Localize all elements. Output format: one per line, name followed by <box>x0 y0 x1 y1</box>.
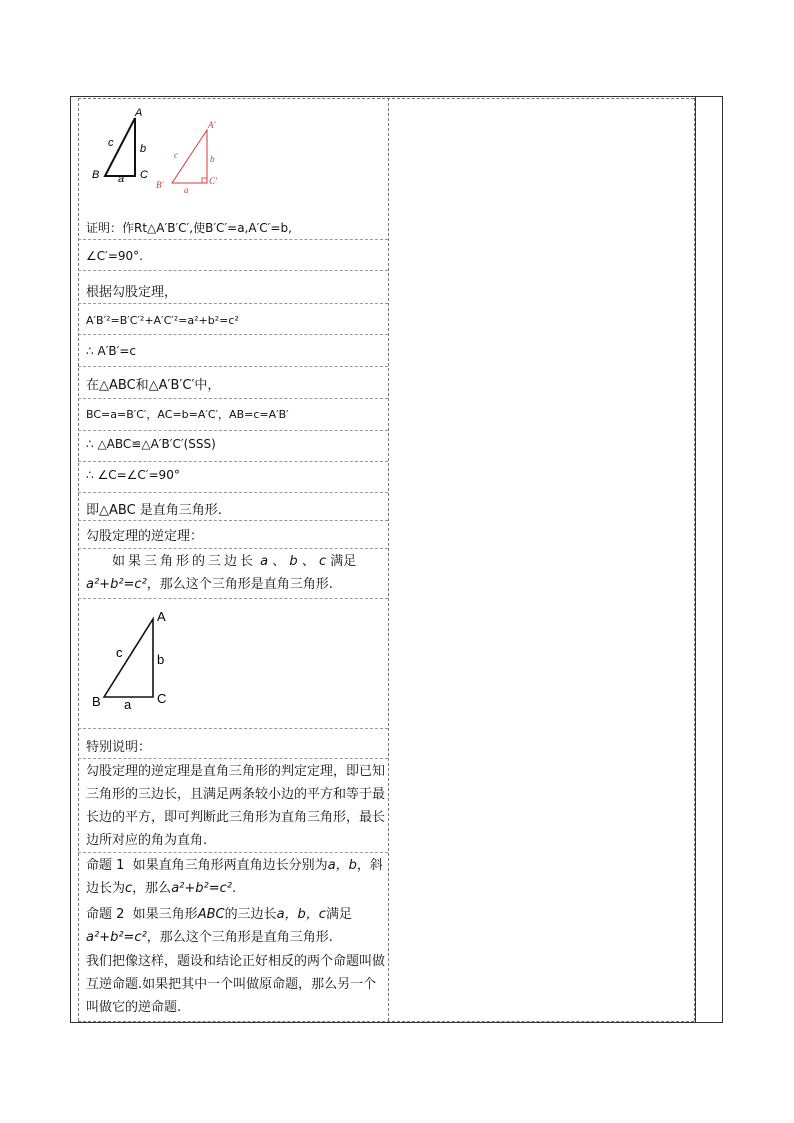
vertex-c-prime-label: C′ <box>209 176 217 186</box>
proposition-2-text-d: ，那么这个三角形是直角三角形. <box>146 930 333 945</box>
proof-line-5: ∴ A′B′=c <box>86 344 136 358</box>
side-b-label: b <box>157 652 165 667</box>
cell-border-bottom <box>78 1021 694 1022</box>
cell-border-right <box>694 98 695 1021</box>
proof-line-6: 在△ABC和△A′B′C′中， <box>86 378 221 393</box>
proof-line-2: ∠C′=90°. <box>86 249 143 263</box>
separator: 、 <box>301 554 315 569</box>
vertex-a-label: A <box>157 609 166 624</box>
triangle-abc-large-figure <box>88 605 198 715</box>
cell-border-middle <box>388 98 389 1021</box>
side-b-label: b <box>140 143 147 155</box>
separator: 、 <box>272 554 286 569</box>
proposition-2-formula: a²+b²=c² <box>86 930 147 945</box>
proof-line-1: 证明：作Rt△A′B′C′,使B′C′=a,A′C′=b, <box>86 221 292 235</box>
converse-text-a: 如果三角形的三边长 <box>112 554 257 569</box>
side-c-prime-label: c <box>174 150 178 160</box>
proposition-2-text-c: 满足 <box>325 907 352 922</box>
proof-line-4: A′B′²=B′C′²+A′C′²=a²+b²=c² <box>86 314 239 327</box>
side-a-label: a <box>124 697 132 712</box>
converse-statement <box>86 550 386 596</box>
proposition-1-label: 命题 1 <box>86 858 125 873</box>
proof-conclusion: 即△ABC 是直角三角形. <box>86 503 222 518</box>
proposition-2-text-b: 的三边长 <box>224 907 277 922</box>
proof-line-3: 根据勾股定理， <box>86 285 178 300</box>
converse-formula: a²+b²=c² <box>86 577 147 592</box>
summary-paragraph: 我们把像这样，题设和结论正好相反的两个命题叫做互逆命题.如果把其中一个叫做原命题，那么另一个叫做它的逆命题. <box>86 954 386 1015</box>
proposition-1-vars: a，b <box>327 858 357 873</box>
side-c-label: c <box>108 137 114 149</box>
var-c: c <box>318 554 327 569</box>
vertex-a-prime-label: A′ <box>208 120 216 130</box>
proposition-2-triangle-name: ABC <box>197 907 225 922</box>
converse-text-c: ，那么这个三角形是直角三角形. <box>146 577 333 592</box>
var-a: a <box>260 554 269 569</box>
vertex-b-label: B <box>92 169 100 181</box>
proposition-1-end: . <box>231 881 237 896</box>
proof-line-7: BC=a=B′C′，AC=b=A′C′，AB=c=A′B′ <box>86 408 289 421</box>
converse-text-b: 满足 <box>330 554 357 569</box>
triangle-prime-figure <box>152 118 232 198</box>
proof-line-9: ∴ ∠C=∠C′=90° <box>86 468 180 482</box>
proposition-2-text-a: 如果三角形 <box>132 907 198 922</box>
proposition-2-label: 命题 2 <box>86 907 125 922</box>
side-a-label: a <box>118 173 125 184</box>
note-body: 勾股定理的逆定理是直角三角形的判定定理，即已知三角形的三边长，且满足两条较小边的平方和等于最长边的平方，即可判断此三角形为直角三角形，最长边所对应的角为直角. <box>86 764 386 848</box>
side-a-prime-label: a <box>184 185 189 195</box>
proposition-2 <box>86 903 386 949</box>
converse-heading: 勾股定理的逆定理： <box>86 529 204 544</box>
proof-line-8: ∴ △ABC≌△A′B′C′(SSS) <box>86 437 216 451</box>
proposition-1-text-b: ，斜边长为 <box>86 858 383 896</box>
proposition-1-var-c: c <box>125 881 133 896</box>
proposition-1-formula: a²+b²=c² <box>171 881 232 896</box>
vertex-a-label: A <box>135 107 143 119</box>
vertex-c-label: C <box>157 691 167 706</box>
table-column-divider <box>695 96 696 1023</box>
side-c-label: c <box>116 645 123 660</box>
proposition-1-text-a: 如果直角三角形两直角边长分别为 <box>132 858 328 873</box>
proposition-1 <box>86 854 386 900</box>
vertex-b-label: B <box>92 694 101 709</box>
var-b: b <box>289 554 298 569</box>
proposition-2-vars: a，b，c <box>276 907 326 922</box>
proposition-1-text-c: ，那么 <box>132 881 172 896</box>
note-heading: 特别说明： <box>86 740 152 755</box>
side-b-prime-label: b <box>210 154 215 164</box>
vertex-b-prime-label: B′ <box>156 180 164 190</box>
vertex-c-label: C <box>140 169 148 181</box>
cell-border-top <box>78 98 694 99</box>
